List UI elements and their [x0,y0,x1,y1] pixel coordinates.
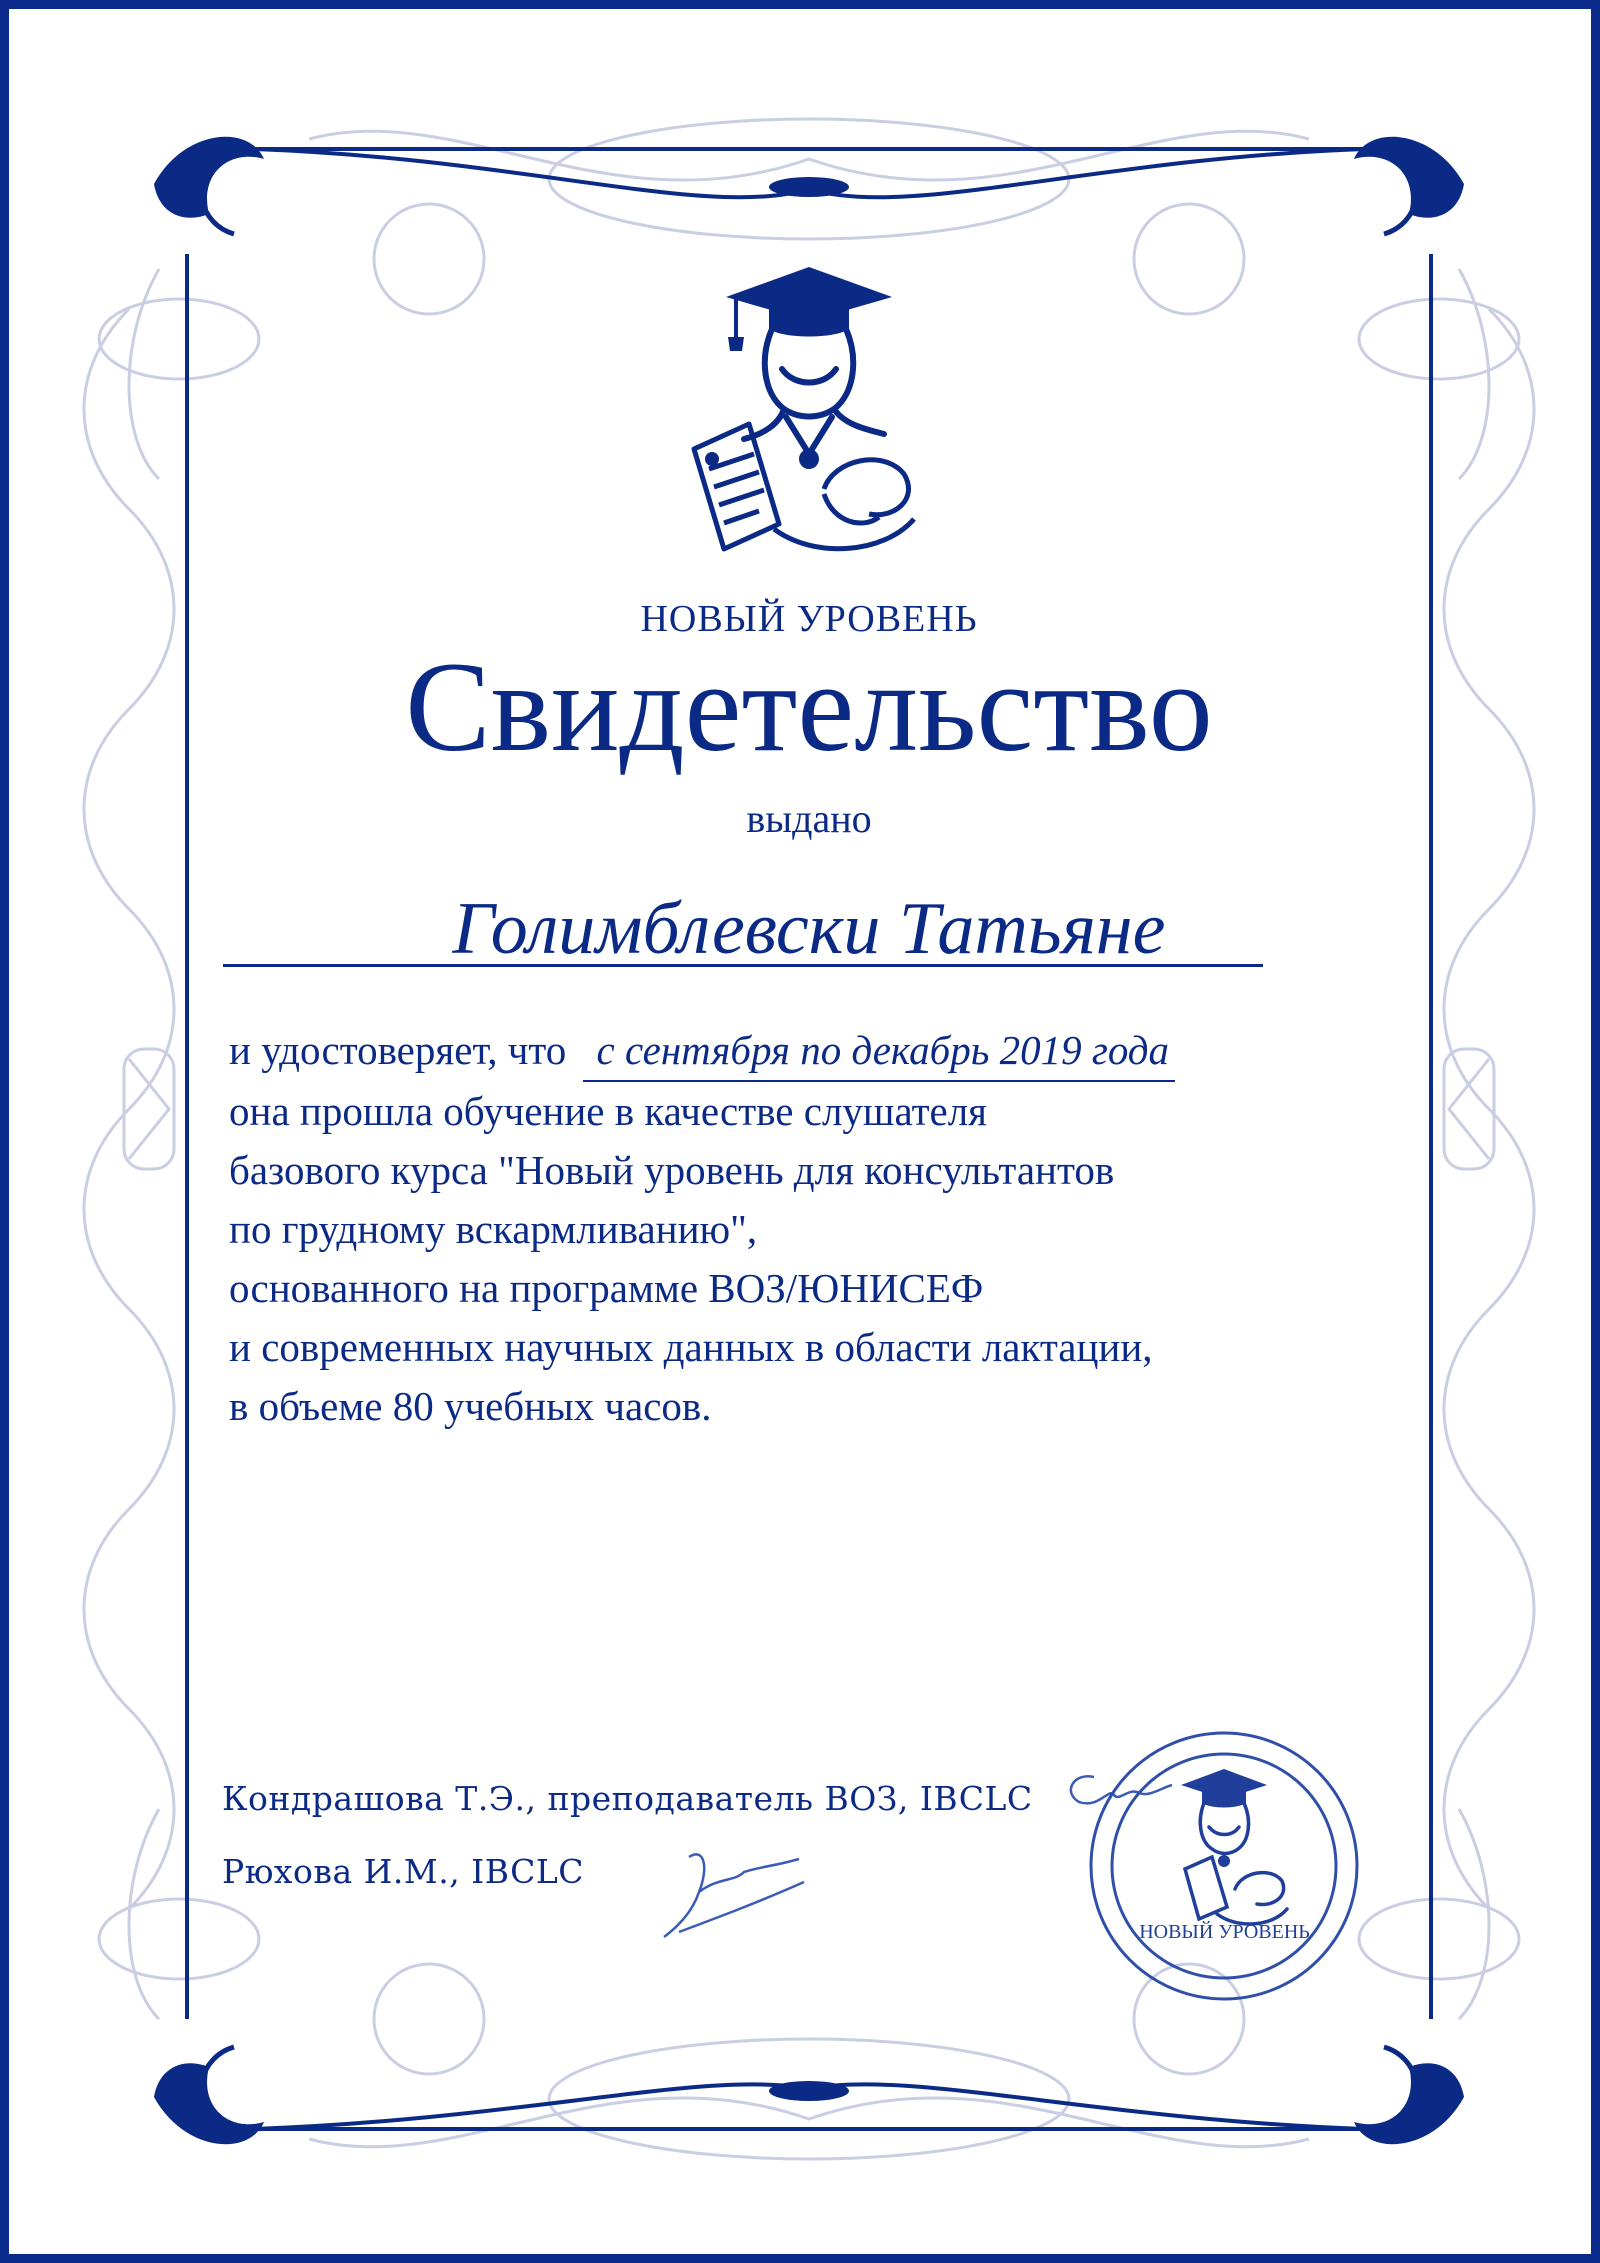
signer-2: Рюхова И.М., IBCLC [222,1852,584,1891]
signature-2 [649,1837,809,1947]
body-line-6: и современных научных данных в области лактации, [229,1324,1153,1370]
stamp-text: НОВЫЙ УРОВЕНЬ [1139,1921,1310,1943]
graduate-mother-icon [664,259,954,569]
brand-name: НОВЫЙ УРОВЕНЬ [640,598,978,640]
signer-1: Кондрашова Т.Э., преподаватель ВОЗ, IBCLC [222,1779,1033,1818]
round-seal-icon [1087,1729,1362,2004]
recipient-underline [223,964,1263,967]
issued-label: выдано [746,796,872,841]
recipient-name: Голимблевски Татьяне [452,888,1166,970]
body-line-3: базового курса "Новый уровень для консультантов [229,1147,1115,1193]
body-line-2: она прошла обучение в качестве слушателя [229,1088,988,1134]
body-line-1 [229,1021,1379,1082]
certificate-title: Свидетельство [405,636,1213,778]
study-period: с сентября по декабрь 2019 года [583,1021,1176,1082]
body-line-5: основанного на программе ВОЗ/ЮНИСЕФ [229,1265,984,1311]
certificate-body [229,1021,1379,1436]
body-line-1-prefix: и удостоверяет, что [229,1027,567,1073]
body-line-7: в объеме 80 учебных часов. [229,1383,712,1429]
body-line-4: по грудному вскармливанию", [229,1206,758,1252]
